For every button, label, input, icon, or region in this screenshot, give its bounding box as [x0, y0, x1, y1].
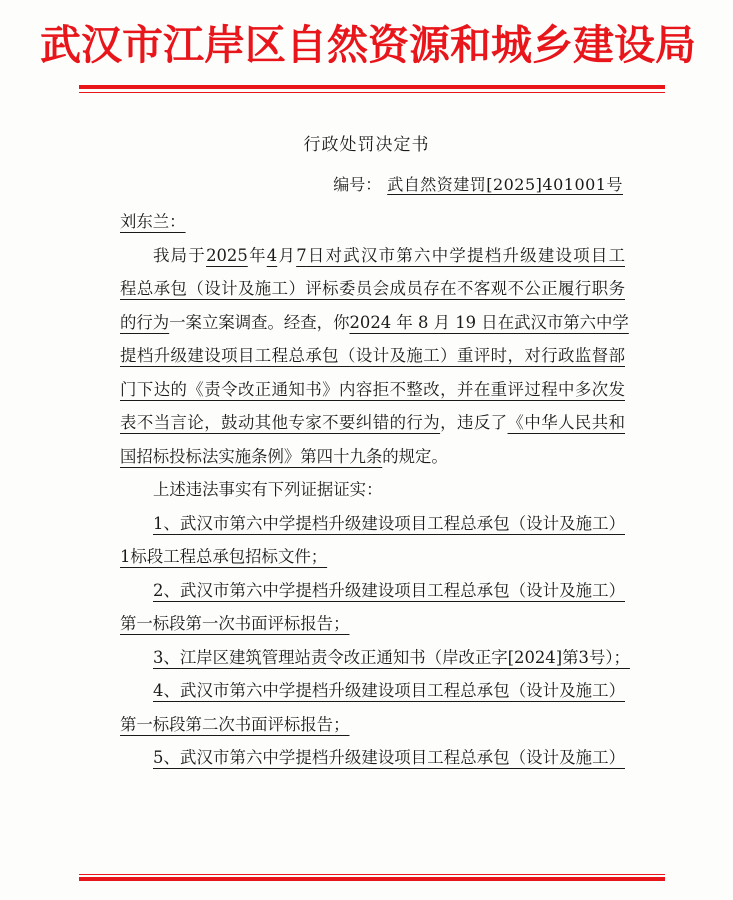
paragraph-line: 程总承包（设计及施工）评标委员会成员存在不客观不公正履行职务: [120, 279, 625, 298]
document-number-label: 编号：: [333, 175, 382, 194]
document-number-value: 武自然资建罚[2025]401001号: [387, 175, 623, 194]
evidence-intro: 上述违法事实有下列证据证实：: [153, 480, 383, 499]
footer-rule-thick: [79, 877, 665, 881]
paragraph-findings: [120, 239, 629, 474]
evidence-item-4: [120, 674, 625, 741]
paragraph-line: 国招标投标法实施条例》第四十九条的规定。: [120, 446, 448, 466]
letterhead-org-name: 武汉市江岸区自然资源和城乡建设局: [40, 21, 696, 69]
letterhead-rule-thick: [79, 85, 665, 89]
document-body: [120, 205, 630, 775]
evidence-line: 1、武汉市第六中学提档升级建设项目工程总承包（设计及施工）: [153, 513, 625, 533]
paragraph-line: 的行为一案立案调查。经查，你2024 年 8 月 19 日在武汉市第六中学: [120, 312, 629, 332]
evidence-line: 第一标段第二次书面评标报告；: [120, 714, 350, 734]
paragraph-line: 提档升级建设项目工程总承包（设计及施工）重评时，对行政监督部: [120, 346, 625, 365]
evidence-item-2: [120, 574, 625, 641]
evidence-line: 第一标段第一次书面评标报告；: [120, 614, 350, 633]
paragraph-line: 我局于2025年4月7日对武汉市第六中学提档升级建设项目工: [153, 245, 625, 265]
paragraph-line: 门下达的《责令改正通知书》内容拒不整改，并在重评过程中多次发: [120, 379, 625, 399]
evidence-line: 5、武汉市第六中学提档升级建设项目工程总承包（设计及施工）: [153, 748, 625, 767]
evidence-line: 2、武汉市第六中学提档升级建设项目工程总承包（设计及施工）: [153, 580, 625, 600]
footer-rule-thin: [79, 874, 665, 875]
evidence-line: 4、武汉市第六中学提档升级建设项目工程总承包（设计及施工）: [153, 681, 625, 700]
paragraph-line: 表不当言论，鼓动其他专家不要纠错的行为，违反了《中华人民共和: [120, 413, 626, 432]
letterhead-rule-thin: [79, 92, 665, 93]
document-title: 行政处罚决定书: [303, 135, 430, 155]
evidence-item-3: [120, 641, 630, 675]
salutation: 刘东兰：: [120, 212, 186, 231]
evidence-item-1: [120, 507, 625, 574]
evidence-line: 1标段工程总承包招标文件；: [120, 547, 328, 566]
evidence-line: 3、江岸区建筑管理站责令改正通知书（岸改正字[2024]第3号）；: [153, 647, 630, 667]
document-number: [333, 173, 623, 197]
evidence-item-5: [120, 741, 625, 775]
